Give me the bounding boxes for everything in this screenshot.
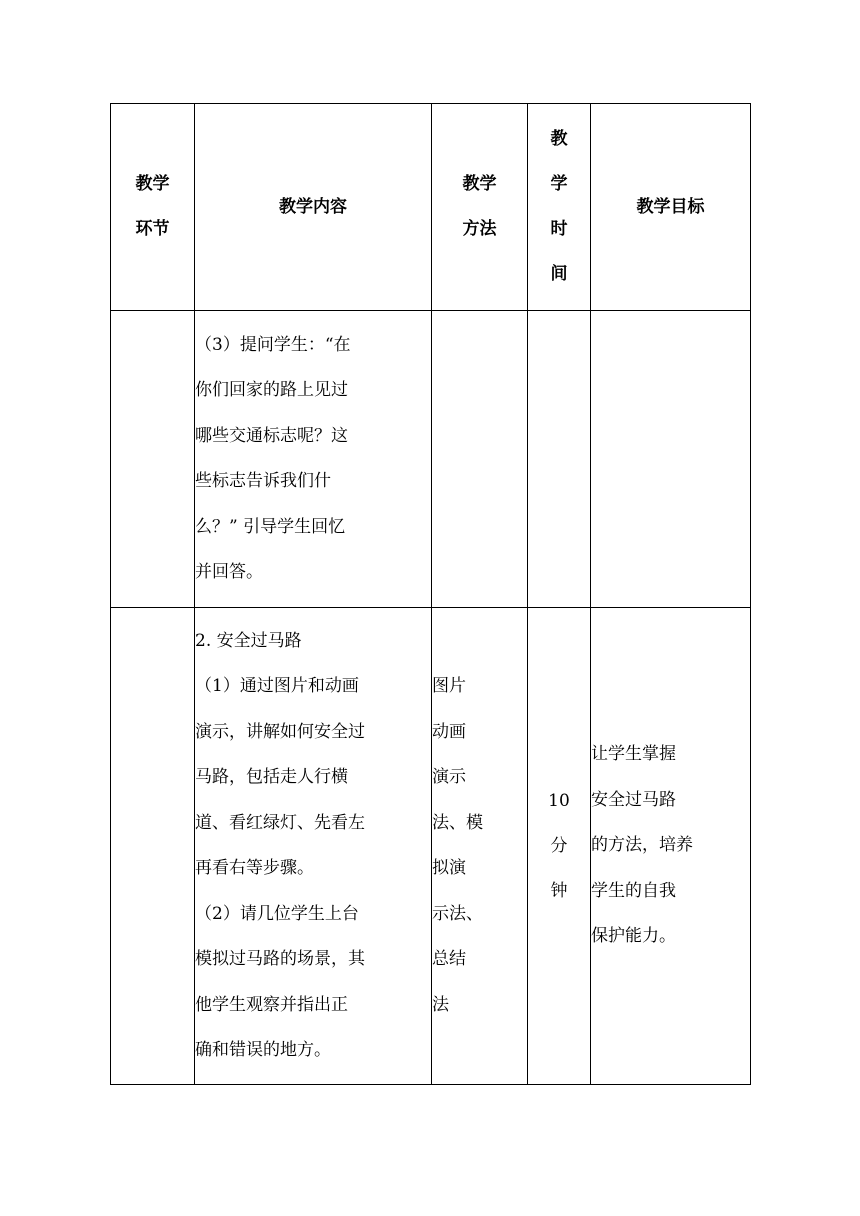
row1-method-cell [432,311,528,608]
table-row [111,311,751,608]
header-teaching-time: 教 学 时 间 [528,104,591,311]
row2-stage-cell [111,608,195,1085]
row1-time-cell [528,311,591,608]
table-header-row [111,104,751,311]
header-teaching-goal: 教学目标 [591,104,751,311]
lesson-plan-table [110,103,751,1085]
row1-goal-cell [591,311,751,608]
row1-content-cell: （3）提问学生：“在 你们回家的路上见过 哪些交通标志呢？这 些标志告诉我们什 么？” 引导学生回忆 并回答。 [195,311,432,608]
header-teaching-stage: 教学 环节 [111,104,195,311]
row2-method-cell: 图片 动画 演示 法、模 拟演 示法、 总结 法 [432,608,528,1085]
row2-goal-cell: 让学生掌握 安全过马路 的方法，培养 学生的自我 保护能力。 [591,608,751,1085]
row2-time-cell: 10 分 钟 [528,608,591,1085]
header-teaching-content: 教学内容 [195,104,432,311]
table-row [111,608,751,1085]
header-teaching-method: 教学 方法 [432,104,528,311]
row2-content-cell: 2. 安全过马路 （1）通过图片和动画 演示，讲解如何安全过 马路，包括走人行横 道、看红绿灯、先看左 再看右等步骤。 （2）请几位学生上台 模拟过马路的场景，其 他学生观察并指出正 确和错误的地方。 [195,608,432,1085]
row1-stage-cell [111,311,195,608]
